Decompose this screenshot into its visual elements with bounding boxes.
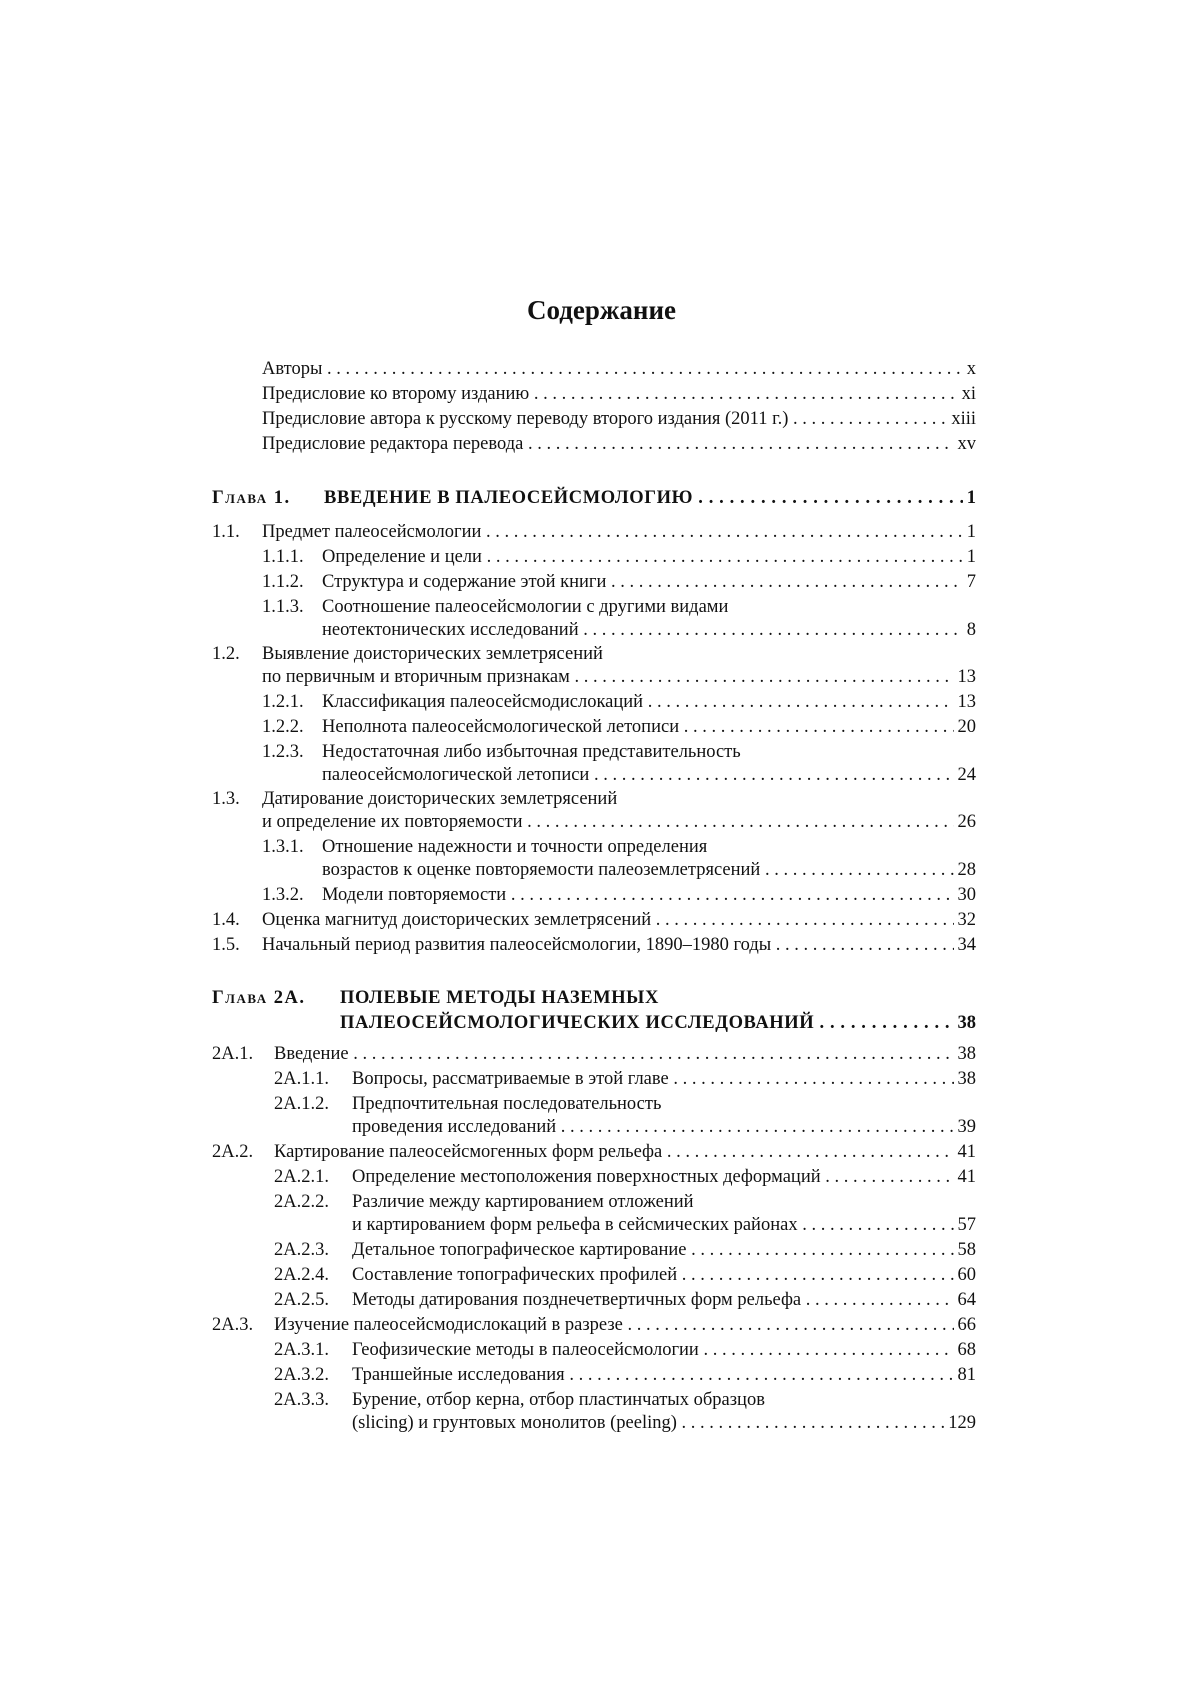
toc-entry-title: по первичным и вторичным признакам . . . [262,665,976,690]
toc-entry-number: 1.4. [212,910,240,930]
toc-entry-title: Определение и цели . . . [322,545,976,570]
toc-entry-title: и картированием форм рельефа в сейсмических районах . . . [352,1213,976,1238]
toc-entry-title: Предпочтительная последовательность [352,1094,662,1114]
toc-entry-title: Траншейные исследования . . . [352,1363,976,1388]
toc-entry-number: 2А.2.5. [274,1290,329,1310]
toc-entry-continuation [212,858,976,883]
toc-entry-number: 1.1.1. [262,547,304,567]
toc-entry [212,835,976,860]
toc-entry-page: 58 [954,1238,977,1263]
toc-entry-title: (slicing) и грунтовых монолитов (peeling) . . . [352,1411,976,1436]
toc-entry [212,908,976,933]
toc-entry-title: возрастов к оценке повторяемости палеоземлетрясений . . . [322,858,976,883]
toc-entry-number: 1.2.3. [262,742,304,762]
toc-entry-number: 1.2.1. [262,692,304,712]
toc-entry-title: Определение местоположения поверхностных деформаций . . . [352,1165,976,1190]
chapter-heading [212,486,976,511]
toc-entry-number: 1.5. [212,935,240,955]
toc-entry-title: Картирование палеосейсмогенных форм рельефа . . . [274,1140,976,1165]
toc-entry-title: и определение их повторяемости . . . [262,810,976,835]
toc-entry-title: Геофизические методы в палеосейсмологии . . . [352,1338,976,1363]
toc-entry-page: 64 [954,1288,977,1313]
toc-entry [212,740,976,765]
toc-entry-page: 13 [954,665,977,690]
toc-entry-title: Оценка магнитуд доисторических землетрясений . . . [262,908,976,933]
toc-entry [212,1067,976,1092]
toc-entry-title: Классификация палеосейсмодислокаций . . . [322,690,976,715]
chapter-title: ВВЕДЕНИЕ В ПАЛЕОСЕЙСМОЛОГИЮ . . . [324,486,976,511]
toc-entry-number: 2А.2.1. [274,1167,329,1187]
toc-entry [212,520,976,545]
toc-entry-page: 13 [954,690,977,715]
toc-entry [212,1313,976,1338]
toc-entry-page: 1 [963,545,976,570]
toc-entry-continuation [212,810,976,835]
toc-entry-page: 41 [954,1165,977,1190]
toc-entry-page: 60 [954,1263,977,1288]
toc-entry [212,1165,976,1190]
chapter-label: Глава 2А. [212,988,306,1008]
toc-entry-page: 129 [944,1411,976,1436]
toc-entry-page: 66 [954,1313,977,1338]
toc-entry [212,1042,976,1067]
toc-entry-title: Предмет палеосейсмологии . . . [262,520,976,545]
toc-entry [212,545,976,570]
toc-entry-title: Отношение надежности и точности определения [322,837,708,857]
toc-entry [212,933,976,958]
toc-entry-title: Составление топографических профилей . . . [352,1263,976,1288]
toc-entry-number: 1.1.3. [262,597,304,617]
toc-entry [212,715,976,740]
toc-entry-title: Начальный период развития палеосейсмологии, 1890–1980 годы . . . [262,933,976,958]
toc-entry [212,883,976,908]
toc-entry-title: проведения исследований . . . [352,1115,976,1140]
toc-entry-title: Различие между картированием отложений [352,1192,694,1212]
toc-entry [212,1190,976,1215]
chapter-heading-continuation [212,1011,976,1036]
toc-entry-title: Соотношение палеосейсмологии с другими видами [322,597,729,617]
toc-entry-title: палеосейсмологической летописи . . . [322,763,976,788]
toc-entry-number: 1.1. [212,522,240,542]
toc-entry-title: Авторы . . . [262,357,976,382]
chapter-page: 38 [954,1011,977,1036]
chapter-heading [212,986,976,1011]
toc-entry [212,407,976,432]
toc-entry-number: 1.2. [212,644,240,664]
toc-entry [212,787,976,812]
toc-entry-continuation [212,763,976,788]
toc-entry-number: 1.1.2. [262,572,304,592]
toc-entry-page: x [963,357,976,382]
toc-entry-page: 8 [963,618,976,643]
toc-entry-title: Предисловие автора к русскому переводу второго издания (2011 г.) . . . [262,407,976,432]
toc-entry-title: Неполнота палеосейсмологической летописи . . . [322,715,976,740]
toc-entry [212,1288,976,1313]
toc-entry-title: Методы датирования позднечетвертичных форм рельефа . . . [352,1288,976,1313]
toc-entry-page: 24 [954,763,977,788]
toc-entry-title: Детальное топографическое картирование . . . [352,1238,976,1263]
toc-entry-number: 1.3.1. [262,837,304,857]
toc-entry-continuation [212,1213,976,1238]
toc-entry-number: 2А.3. [212,1315,254,1335]
toc-entry [212,1263,976,1288]
toc-entry-title: Выявление доисторических землетрясений [262,644,603,664]
toc-entry [212,595,976,620]
toc-entry-page: 57 [954,1213,977,1238]
toc-entry-title: Изучение палеосейсмодислокаций в разрезе . . . [274,1313,976,1338]
toc-entry-page: 38 [954,1067,977,1092]
toc-entry-title: Модели повторяемости . . . [322,883,976,908]
toc-entry-page: 81 [954,1363,977,1388]
chapter-title: ПАЛЕОСЕЙСМОЛОГИЧЕСКИХ ИССЛЕДОВАНИЙ . . . [340,1011,976,1036]
toc-entry-number: 2А.2.4. [274,1265,329,1285]
chapter-label: Глава 1. [212,488,291,508]
toc-entry-number: 2А.3.3. [274,1390,329,1410]
toc-entry-number: 2А.1.1. [274,1069,329,1089]
toc-entry-page: 34 [954,933,977,958]
toc-entry [212,432,976,457]
toc-entry-title: Вопросы, рассматриваемые в этой главе . . . [352,1067,976,1092]
toc-entry-title: неотектонических исследований . . . [322,618,976,643]
toc-entry-title: Предисловие ко второму изданию . . . [262,382,976,407]
toc-entry-number: 1.2.2. [262,717,304,737]
toc-entry [212,1140,976,1165]
toc-entry-page: xv [954,432,977,457]
toc-entry-page: 68 [954,1338,977,1363]
toc-entry-number: 2А.3.1. [274,1340,329,1360]
toc-entry-page: 26 [954,810,977,835]
toc-entry-number: 2А.1. [212,1044,254,1064]
chapter-title: ПОЛЕВЫЕ МЕТОДЫ НАЗЕМНЫХ [340,988,659,1008]
toc-entry-number: 2А.3.2. [274,1365,329,1385]
toc-entry [212,1388,976,1413]
toc-entry-continuation [212,1115,976,1140]
toc-entry-continuation [212,1411,976,1436]
toc-entry-title: Введение . . . [274,1042,976,1067]
toc-entry [212,1238,976,1263]
toc-entry-page: 41 [954,1140,977,1165]
toc-entry-page: xiii [947,407,976,432]
toc-entry-page: 20 [954,715,977,740]
toc-entry-number: 2А.2.2. [274,1192,329,1212]
toc-entry-page: 1 [963,520,976,545]
toc-entry-continuation [212,665,976,690]
toc-entry [212,570,976,595]
toc-entry [212,690,976,715]
toc-entry-page: xi [958,382,976,407]
toc-entry-page: 7 [963,570,976,595]
toc-entry [212,357,976,382]
toc-entry-number: 1.3.2. [262,885,304,905]
toc-entry-number: 1.3. [212,789,240,809]
toc-entry-title: Структура и содержание этой книги . . . [322,570,976,595]
toc-entry [212,1092,976,1117]
page-title: Содержание [526,295,677,325]
chapter-page: 1 [963,486,976,511]
toc-entry-page: 39 [954,1115,977,1140]
toc-entry-page: 32 [954,908,977,933]
toc-entry-title: Предисловие редактора перевода . . . [262,432,976,457]
toc-entry-title: Бурение, отбор керна, отбор пластинчатых образцов [352,1390,765,1410]
toc-entry-page: 38 [954,1042,977,1067]
toc-entry-continuation [212,618,976,643]
toc-entry-number: 2А.2.3. [274,1240,329,1260]
toc-entry [212,1338,976,1363]
toc-entry-page: 28 [954,858,977,883]
toc-entry-page: 30 [954,883,977,908]
toc-entry-number: 2А.1.2. [274,1094,329,1114]
toc-entry-number: 2А.2. [212,1142,254,1162]
toc-entry [212,382,976,407]
toc-entry-title: Датирование доисторических землетрясений [262,789,618,809]
toc-entry [212,642,976,667]
toc-entry [212,1363,976,1388]
toc-entry-title: Недостаточная либо избыточная представительность [322,742,741,762]
